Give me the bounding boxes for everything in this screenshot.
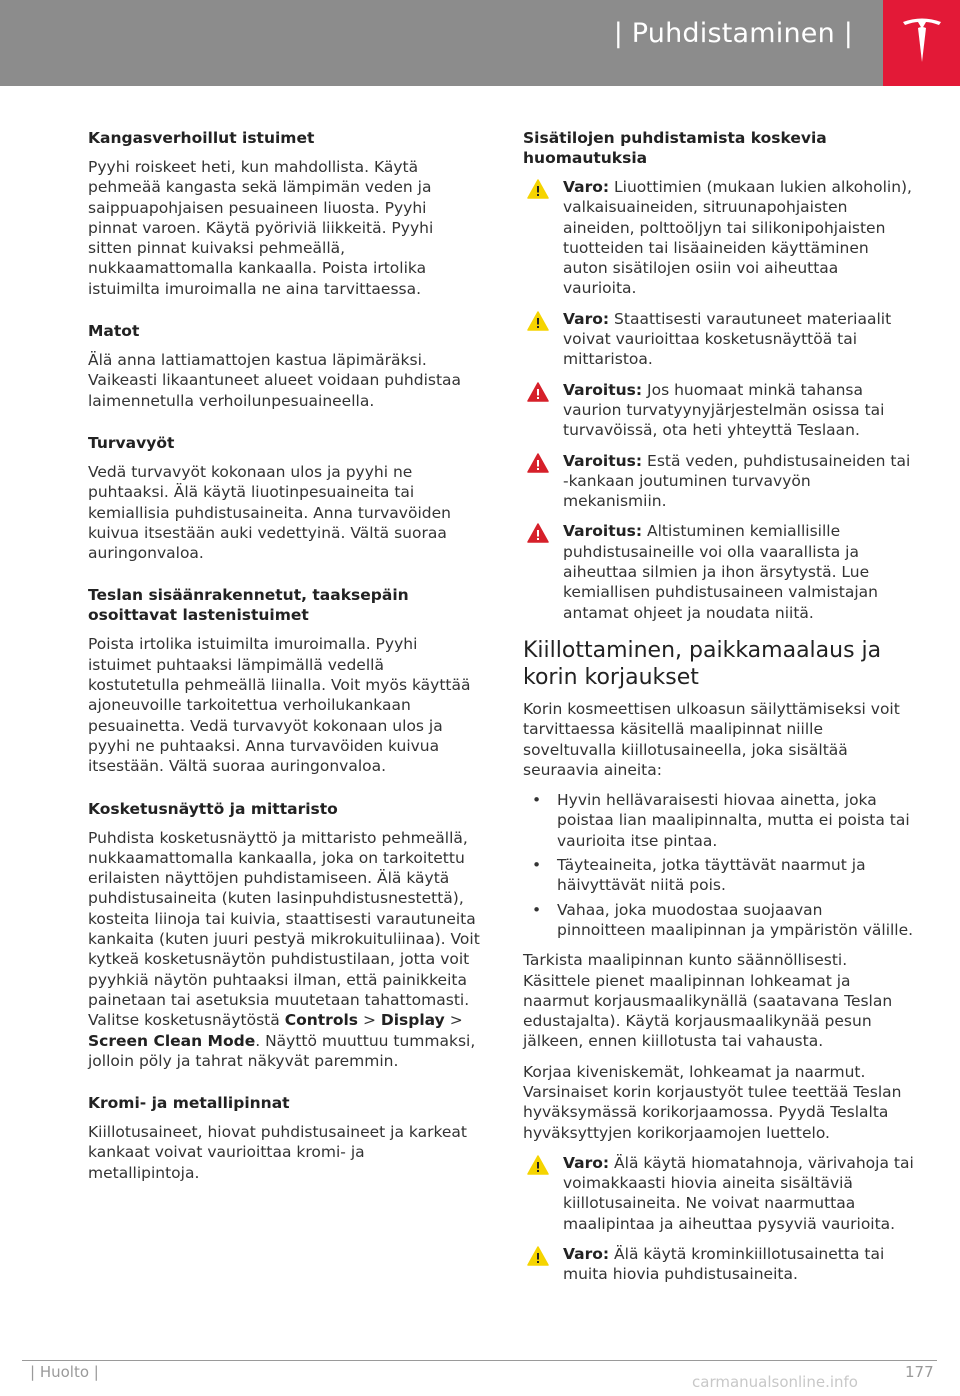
text-fabric-seats: Pyyhi roiskeet heti, kun mahdollista. Käytä pehmeää kangasta sekä lämpimän veden ja saippuapohjaisen pesuaineen liuosta. Pyyhi pinnat varoen. Käytä pyöriviä liikkeitä. Pyyhi sitten pinnat kuivaksi pehmeällä, nukkaamattomalla kankaalla. Poista irtolika istuimilta imuroimalla ne aina tarvittaessa.	[88, 158, 434, 298]
footer-section: | Huolto |	[30, 1363, 99, 1381]
touch-text-a: Puhdista kosketusnäyttö ja mittaristo pehmeällä, nukkaamattomalla kankaalla, joka on tarkoitettu erilaisten näyttöjen puhdistamiseen. Älä käytä puhdistusaineita (kuten lasinpuhdistusnestettä), kosteita liinoja tai kuivia, staattisesti varautuneita kankaita (kuten juuri pestyä mikrokuituliinaa). Voit kytkeä kosketusnäytön puhdistustilaan, jotta voit pyyhkiä näytön puhtaaksi ilman, että painikkeita painetaan tai asetuksia muutetaan tahattomasti. Valitse kosketusnäytöstä	[88, 828, 480, 1030]
caution-notice	[523, 1153, 915, 1234]
heading-interior-notes: Sisätilojen puhdistamista koskevia huomautuksia	[523, 129, 827, 167]
notice-label: Varo:	[563, 1245, 610, 1264]
notice-label: Varo:	[563, 1153, 610, 1172]
tesla-logo-icon	[901, 16, 943, 68]
notice-text: Älä käytä krominkiillotusainetta tai muita hiovia puhdistusaineita.	[563, 1245, 885, 1284]
caution-notice	[523, 309, 915, 370]
caution-triangle-icon	[527, 179, 549, 199]
watermark: carmanualsonline.info	[692, 1373, 858, 1391]
list-item: • Hyvin hellävaraisesti hiovaa ainetta, joka poistaa lian maalipinnalta, mutta ei poista tai vaurioita itse pintaa.	[532, 791, 910, 850]
caution-triangle-icon	[527, 311, 549, 331]
interior-notices	[523, 177, 915, 623]
warning-triangle-icon	[527, 523, 549, 543]
warning-triangle-icon	[527, 453, 549, 473]
notice-text: Jos huomaat minkä tahansa vaurion turvatyynyjärjestelmän osissa tai turvavöissä, ota heti yhteyttä Teslaan.	[563, 380, 885, 440]
list-item: • Täyteaineita, jotka täyttävät naarmut ja häivyttävät niitä pois.	[532, 856, 866, 895]
caution-triangle-icon	[527, 1155, 549, 1175]
path-sep-1: >	[358, 1011, 381, 1030]
menu-path-controls: Controls	[284, 1011, 359, 1030]
text-mats: Älä anna lattiamattojen kastua läpimäräksi. Vaikeasti likaantuneet alueet voidaan puhdistaa laimennetulla verhoilunpesuaineella.	[88, 351, 462, 410]
list-item: • Vahaa, joka muodostaa suojaavan pinnoitteen maalipinnan ja ympäristön välille.	[532, 900, 914, 939]
right-column	[523, 128, 915, 1295]
footer-divider	[22, 1360, 937, 1361]
notice-label: Varoitus:	[563, 380, 643, 399]
page-number: 177	[905, 1363, 934, 1381]
notice-text: Älä käytä hiomatahnoja, värivahoja tai voimakkaasti hiovia aineita sisältäviä kiillotusaineita. Ne voivat naarmuttaa maalipintaa ja aiheuttaa pysyviä vaurioita.	[563, 1153, 914, 1233]
warning-notice	[523, 451, 915, 512]
heading-mats: Matot	[88, 322, 140, 341]
heading-seatbelts: Turvavyöt	[88, 433, 175, 452]
header-bar	[0, 0, 883, 86]
text-body-repair: Korjaa kiveniskemät, lohkeamat ja naarmut. Varsinaiset korin korjaustyöt tulee teettää Teslan hyväksymässä korikorjaamossa. Pyydä Teslalta hyväksyttyjen korikorjaamojen luettelo.	[523, 1062, 902, 1142]
warning-triangle-icon	[527, 382, 549, 402]
text-child-seats: Poista irtolika istuimilta imuroimalla. Pyyhi istuimet puhtaaksi lämpimällä vedellä kostutetulla pehmeällä liinalla. Voit myös käyttää ajoneuvoille tarkoitettua verhoilukankaan pesuainetta. Vedä turvavyöt kokonaan ulos ja pyyhi ne puhtaaksi. Anna turvavöiden kuivua itsestään. Vältä suoraa auringonvaloa.	[88, 635, 471, 776]
notice-label: Varoitus:	[563, 522, 643, 541]
notice-label: Varo:	[563, 309, 610, 328]
text-chrome: Kiillotusaineet, hiovat puhdistusaineet ja karkeat kankaat voivat vaurioittaa kromi- ja metallipintoja.	[88, 1123, 468, 1182]
path-sep-2: >	[444, 1011, 463, 1030]
text-paint-check: Tarkista maalipinnan kunto säännöllisesti. Käsittele pienet maalipinnan lohkeamat ja naarmut korjausmaalikynällä (saatavana Teslan edustajalta). Käytä korjausmaalikynää pesun jälkeen, ennen kiillotusta tai vahausta.	[523, 951, 893, 1051]
notice-text: Altistuminen kemiallisille puhdistusaineille voi olla vaarallista ja aiheuttaa silmien ja ihon ärsytystä. Lue kemiallisen puhdistusaineen valmistajan antamat ohjeet ja noudata niitä.	[563, 522, 878, 622]
caution-triangle-icon	[527, 1246, 549, 1266]
touch-text-b: . Näyttö muuttuu tummaksi, jolloin pöly ja tahrat näkyvät paremmin.	[88, 1031, 476, 1070]
warning-notice	[523, 380, 915, 441]
menu-path-screen-clean: Screen Clean Mode	[88, 1031, 256, 1050]
polish-bullet-list	[523, 790, 915, 940]
notice-label: Varoitus:	[563, 451, 643, 470]
heading-chrome: Kromi- ja metallipinnat	[88, 1094, 290, 1113]
heading-polishing: Kiillottaminen, paikkamaalaus ja korin korjaukset	[523, 637, 882, 690]
notice-text: Estä veden, puhdistusaineiden tai -kankaan joutuminen turvavyön mekanismiin.	[563, 451, 911, 511]
text-seatbelts: Vedä turvavyöt kokonaan ulos ja pyyhi ne puhtaaksi. Älä käytä liuotinpesuaineita tai kemiallisia puhdistusaineita. Anna turvavöiden kuivua itsestään auki vedettyinä. Vältä suoraa auringonvaloa.	[88, 462, 451, 563]
heading-child-seats: Teslan sisäänrakennetut, taaksepäin osoittavat lastenistuimet	[88, 586, 409, 625]
heading-fabric-seats: Kangasverhoillut istuimet	[88, 129, 315, 147]
warning-notice	[523, 521, 915, 622]
caution-notice	[523, 177, 915, 299]
polish-notices	[523, 1153, 915, 1285]
notice-label: Varo:	[563, 178, 610, 196]
tesla-logo-box	[883, 0, 960, 86]
menu-path-display: Display	[380, 1011, 445, 1030]
text-polish-intro: Korin kosmeettisen ulkoasun säilyttämiseksi voit tarvittaessa käsitellä maalipinnat niille soveltuvalla kiillotusaineella, joka sisältää seuraavia aineita:	[523, 699, 900, 779]
text-touchscreen	[88, 828, 480, 1072]
notice-text: Staattisesti varautuneet materiaalit voivat vaurioittaa kosketusnäyttöä tai mittaristoa.	[563, 309, 892, 369]
notice-text: Liuottimien (mukaan lukien alkoholin), valkaisuaineiden, sitruunapohjaisten aineiden, polttoöljyn tai silikonipohjaisten tuotteiden tai lisäaineiden käyttäminen auton sisätilojen osiin voi aiheuttaa vaurioita.	[563, 178, 912, 298]
section-title: | Puhdistaminen |	[613, 18, 853, 49]
left-column	[88, 128, 480, 1205]
heading-touchscreen: Kosketusnäyttö ja mittaristo	[88, 799, 338, 818]
caution-notice	[523, 1244, 915, 1285]
